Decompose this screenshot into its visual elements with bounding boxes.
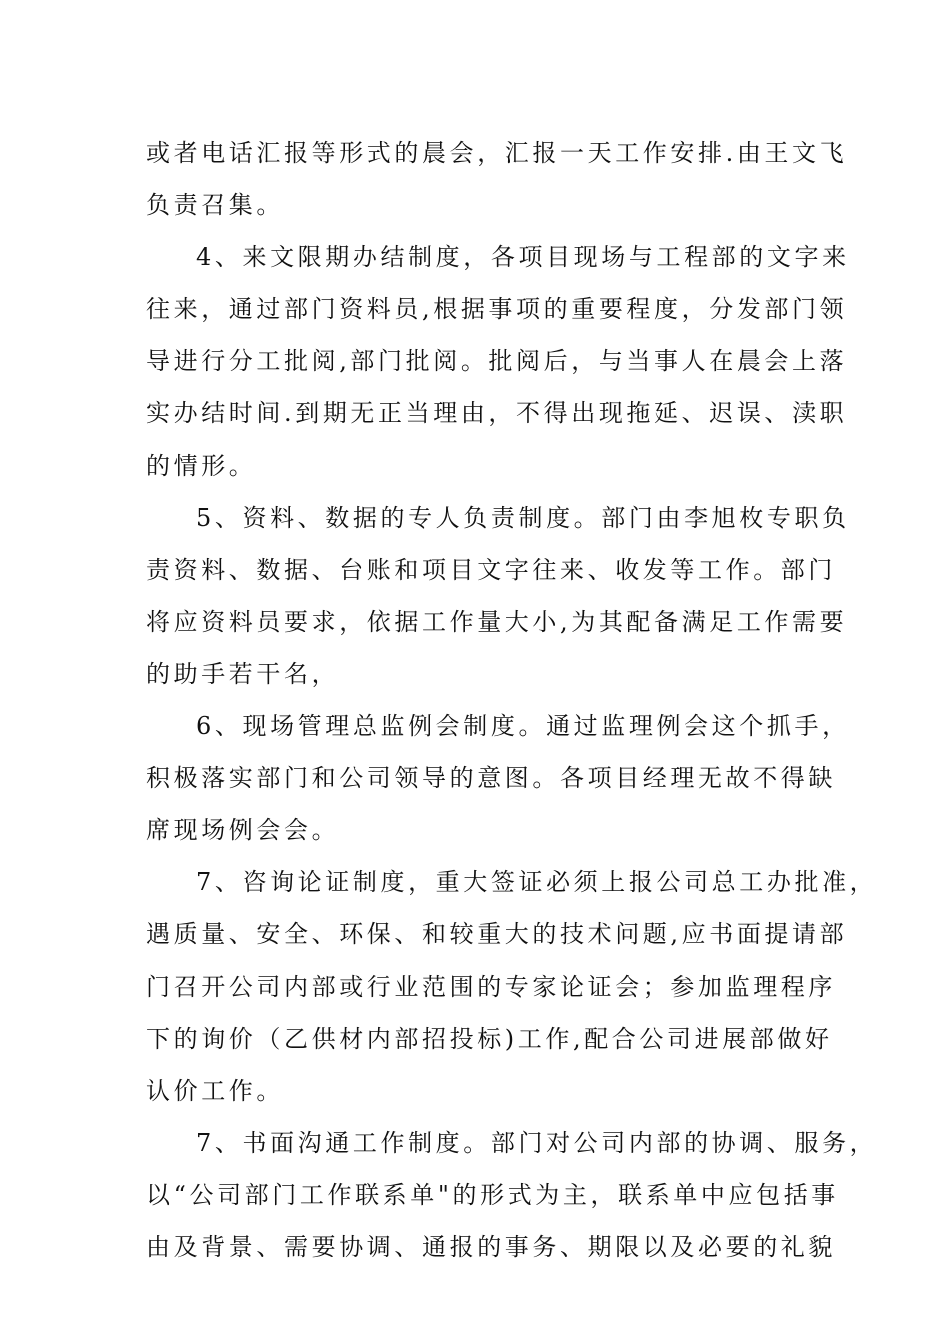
text-line: 下的询价（乙供材内部招投标)工作,配合公司进展部做好: [146, 1024, 833, 1053]
text-line: 往来，通过部门资料员,根据事项的重要程度，分发部门领: [146, 295, 848, 324]
document-body: [146, 127, 878, 1273]
text-line: 门召开公司内部或行业范围的专家论证会；参加监理程序: [146, 972, 836, 1001]
text-line: 实办结时间.到期无正当理由，不得出现拖延、迟误、渎职: [146, 399, 848, 428]
paragraph-start-line: 6、现场管理总监例会制度。通过监理例会这个抓手，: [196, 712, 850, 741]
text-line: 由及背景、需要协调、通报的事务、期限以及必要的礼貌: [146, 1232, 836, 1261]
text-line: 责资料、数据、台账和项目文字往来、收发等工作。部门: [146, 555, 836, 584]
text-line: 的情形。: [146, 451, 257, 480]
text-line: 或者电话汇报等形式的晨会，汇报一天工作安排.由王文飞: [146, 139, 848, 167]
paragraph-start-line: 5、资料、数据的专人负责制度。部门由李旭枚专职负: [196, 503, 850, 532]
text-line: 将应资料员要求，依据工作量大小,为其配备满足工作需要: [146, 607, 848, 636]
paragraph-start-line: 7、咨询论证制度，重大签证必须上报公司总工办批准，: [196, 868, 878, 897]
text-line: 席现场例会会。: [146, 816, 340, 845]
text-line: 的助手若干名，: [146, 659, 340, 688]
paragraph-start-line: 4、来文限期办结制度，各项目现场与工程部的文字来: [196, 243, 850, 272]
text-line: 以“公司部门工作联系单"的形式为主，联系单中应包括事: [146, 1180, 839, 1209]
text-line: 认价工作。: [146, 1076, 284, 1105]
text-line: 负责召集。: [146, 191, 284, 220]
text-line: 遇质量、安全、环保、和较重大的技术问题,应书面提请部: [146, 920, 848, 949]
text-line: 导进行分工批阅,部门批阅。批阅后，与当事人在晨会上落: [146, 347, 848, 376]
paragraph-start-line: 7、书面沟通工作制度。部门对公司内部的协调、服务，: [196, 1128, 878, 1157]
text-line: 积极落实部门和公司领导的意图。各项目经理无故不得缺: [146, 764, 836, 793]
